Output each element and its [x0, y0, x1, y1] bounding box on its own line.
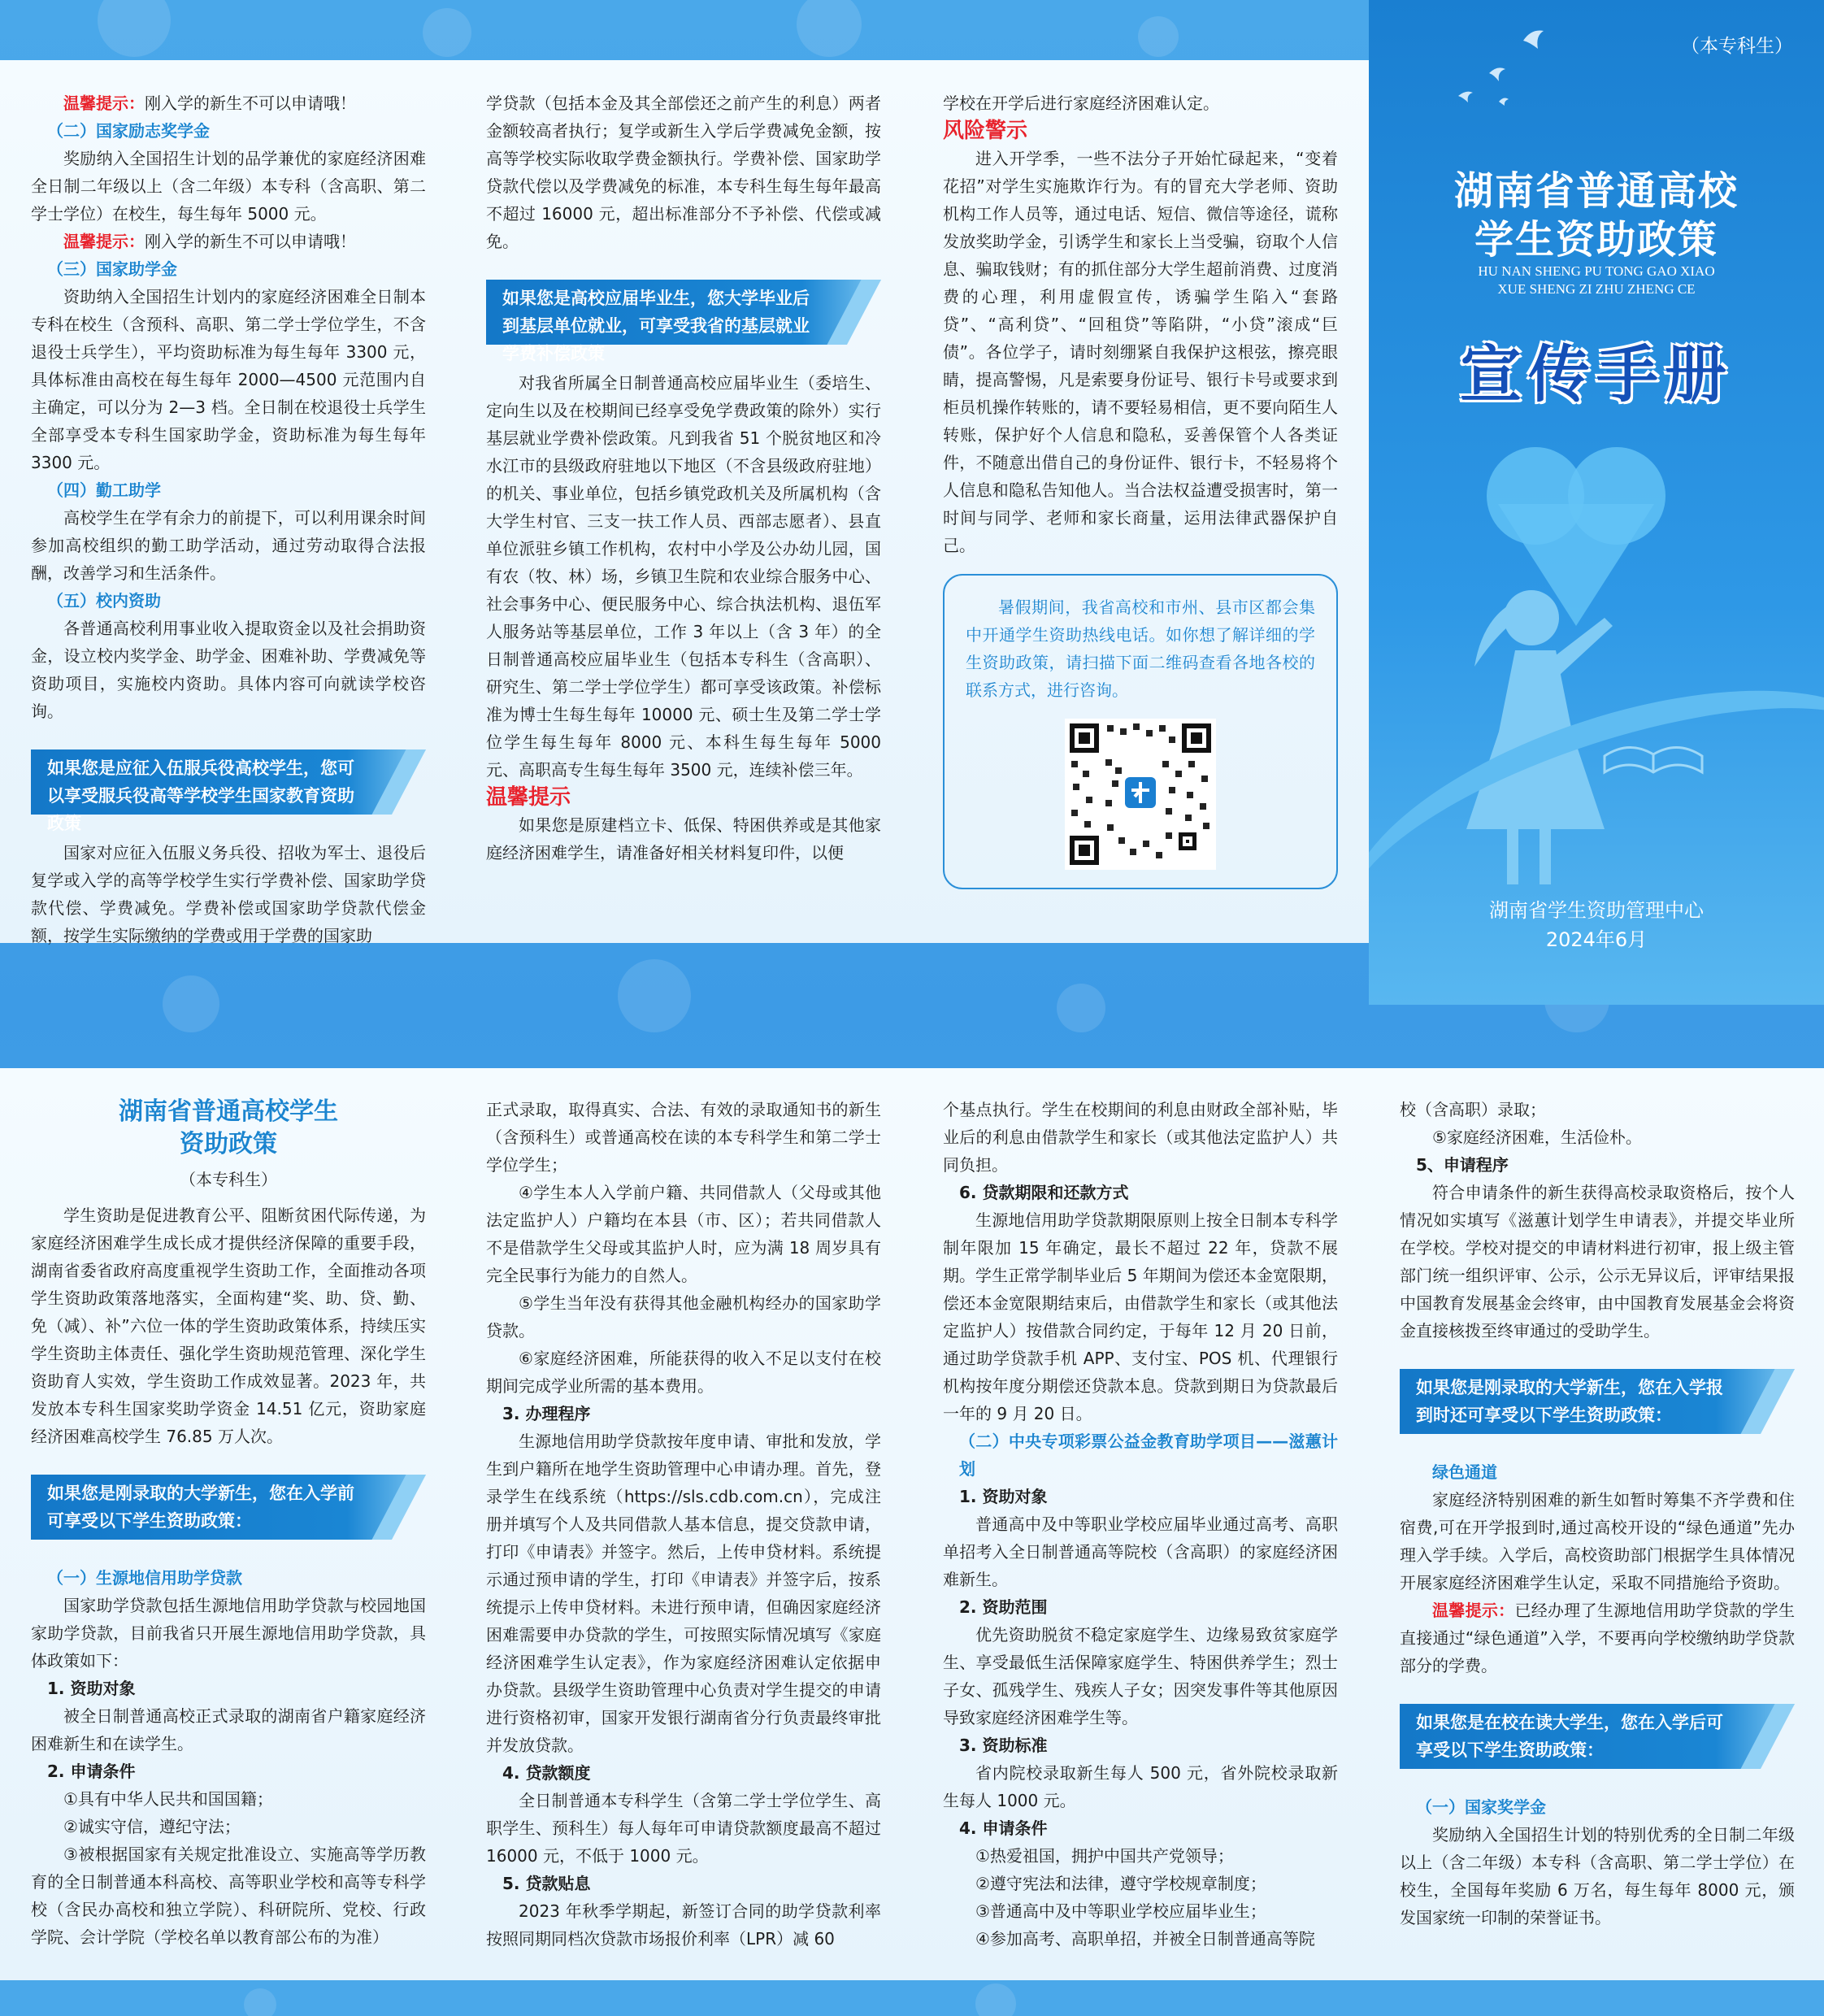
paragraph: 被全日制普通高校正式录取的湖南省户籍家庭经济困难新生和在读学生。 [31, 1706, 426, 1753]
section-heading: （四）勤工助学 [47, 480, 161, 500]
section-heading: （二）中央专项彩票公益金教育助学项目——滋蕙计划 [959, 1432, 1338, 1479]
bottom-column-2 [486, 1096, 881, 1953]
cover-title-line1: 湖南省普通高校 [1453, 168, 1739, 214]
tip-paragraph: 温馨提示：刚入学的新生不可以申请哦！ [63, 232, 356, 251]
paragraph: 全日制普通本专科学生（含第二学士学位学生、高职学生、预科生）每人每年可申请贷款额度最高不超过 16000 元，不低于 1000 元。 [486, 1791, 881, 1866]
section-heading: （五）校内资助 [47, 591, 161, 610]
cover-big-title: 宣传手册 [1460, 338, 1733, 411]
bottom-column-1 [31, 1096, 426, 1951]
bottom-column-4 [1400, 1096, 1795, 1931]
cover-tag: （本专科生） [1681, 36, 1793, 57]
paragraph: 进入开学季，一些不法分子开始忙碌起来，“变着花招”对学生实施欺诈行为。有的冒充大学老师、资助机构工作人员等，通过电话、短信、微信等途径，谎称发放奖助学金，引诱学生和家长上当受骗，窃取个人信息、骗取钱财；有的抓住部分大学生超前消费、过度消费的心理，利用虚假宣传，诱骗学生陷入“套路贷”、“高利贷”、“回租贷”等陷阱，“小贷”滚成“巨债”。各位学子，请时刻绷紧自我保护这根弦，擦亮眼睛，提高警惕，凡是索要身份证号、银行卡号或要求到柜员机操作转账的，请不要轻易相信，更不要向陌生人转账，保护好个人信息和隐私，妥善保管个人各类证件，不随意出借自己的身份证件、银行卡，不轻易将个人信息和隐私告知他人。当合法权益遭受损害时，第一时间与同学、老师和家长商量，运用法律武器保护自己。 [943, 149, 1338, 555]
paragraph: 个基点执行。学生在校期间的利息由财政全部补贴，毕业后的利息由借款学生和家长（或其他法定监护人）共同负担。 [943, 1100, 1338, 1175]
subheading: 2. 资助范围 [959, 1597, 1048, 1617]
top-column-2 [486, 89, 881, 867]
policy-title-line2: 资助政策 [180, 1130, 277, 1158]
tip-paragraph: 温馨提示：已经办理了生源地信用助学贷款的学生直接通过“绿色通道”入学，不要再向学校缴纳助学贷款部分的学费。 [1400, 1601, 1796, 1675]
paragraph: 符合申请条件的新生获得高校录取资格后，按个人情况如实填写《滋蕙计划学生申请表》，并提交毕业所在学校。学校对提交的申请材料进行初审，报上级主管部门统一组织评审、公示，公示无异议后，评审结果报中国教育发展基金会终审，由中国教育发展基金会将资金直接核拨至终审通过的受助学生。 [1400, 1183, 1795, 1340]
top-column-1 [31, 89, 426, 949]
paragraph: 资助纳入全国招生计划内的家庭经济困难全日制本专科在校生（含预科、高职、第二学士学位学生，不含退役士兵学生），平均资助标准为每生每年 3300 元，具体标准由高校在每生每年 2000—4500 元范围内自主确定，可以分为 2—3 档。全日制在校退役士兵学生全部享受本专科生国家助学金，资助标准为每生每年 3300 元。 [31, 287, 426, 472]
banner: 如果您是刚录取的大学新生，您在入学前可享受以下学生资助政策： [31, 1475, 426, 1540]
paragraph: 奖励纳入全国招生计划的特别优秀的全日制二年级以上（含二年级）本专科（含高职、第二学士学位）在校生，全国每年奖励 6 万名，每生每年 8000 元，颁发国家统一印制的荣誉证书。 [1400, 1825, 1795, 1927]
paragraph: 优先资助脱贫不稳定家庭学生、边缘易致贫家庭学生、享受最低生活保障家庭学生、特困供养学生；烈士子女、孤残学生、残疾人子女；因突发事件等其他原因导致家庭经济困难学生等。 [943, 1625, 1338, 1727]
list-item: ⑤家庭经济困难，生活俭朴。 [1432, 1127, 1642, 1147]
policy-title-line1: 湖南省普通高校学生 [119, 1097, 338, 1126]
list-item: ①具有中华人民共和国国籍； [63, 1789, 273, 1809]
hotline-text: 暑假期间，我省高校和市州、县市区都会集中开通学生资助热线电话。如你想了解详细的学生资助政策，请扫描下面二维码查看各地各校的联系方式，进行咨询。 [966, 597, 1315, 700]
banner: 如果您是刚录取的大学新生，您在入学报到时还可享受以下学生资助政策： [1400, 1369, 1795, 1434]
banner: 如果您是应征入伍服兵役高校学生，您可以享受服兵役高等学校学生国家教育资助政策 [31, 749, 426, 815]
paragraph: 各普通高校利用事业收入提取资金以及社会捐助资金，设立校内奖学金、助学金、困难补助、学费减免等资助项目，实施校内资助。具体内容可向就读学校咨询。 [31, 619, 426, 721]
list-item: ③普通高中及中等职业学校应届毕业生； [975, 1901, 1266, 1921]
section-heading: （一）国家奖学金 [1416, 1797, 1546, 1817]
paragraph: 学校在开学后进行家庭经济困难认定。 [943, 93, 1219, 113]
paragraph: 2023 年秋季学期起，新签订合同的助学贷款利率按照同期同档次贷款市场报价利率（LPR）减 60 [486, 1901, 881, 1949]
paragraph: 省内院校录取新生每人 500 元，省外院校录取新生每人 1000 元。 [943, 1763, 1338, 1810]
paragraph: 普通高中及中等职业学校应届毕业通过高考、高职单招考入全日制普通高等院校（含高职）的家庭经济困难新生。 [943, 1514, 1338, 1589]
section-heading: （三）国家助学金 [47, 259, 177, 279]
section-heading: 绿色通道 [1432, 1462, 1497, 1482]
section-heading: （一）生源地信用助学贷款 [47, 1568, 242, 1588]
paragraph: 生源地信用助学贷款按年度申请、审批和发放，学生到户籍所在地学生资助管理中心申请办理。首先，登录学生在线系统（https://sls.cdb.com.cn），完成注册并填写个人及共同借款人基本信息，提交贷款申请，打印《申请表》并签字。然后，上传申贷材料。系统提示通过预申请的学生，打印《申请表》并签字后，按系统提示上传申贷材料。未进行预申请，但确因家庭经济困难需要申办贷款的学生，可按照实际情况填写《家庭经济困难学生认定表》，作为家庭经济困难认定依据申办贷款。县级学生资助管理中心负责对学生提交的申请进行资格初审，国家开发银行湖南省分行负责最终审批并发放贷款。 [486, 1432, 881, 1755]
list-item: ③被根据国家有关规定批准设立、实施高等学历教育的全日制普通本科高校、高等职业学校和高等专科学校（含民办高校和独立学院）、科研院所、党校、行政学院、会计学院（学校名单以教育部公布的为准） [31, 1844, 426, 1947]
tip-paragraph: 温馨提示：刚入学的新生不可以申请哦！ [63, 93, 356, 113]
list-item: ①热爱祖国，拥护中国共产党领导； [975, 1846, 1234, 1866]
subheading: 5、申请程序 [1416, 1155, 1509, 1175]
list-item: ④参加高考、高职单招，并被全日制普通高等院 [975, 1929, 1315, 1949]
paragraph: 家庭经济特别困难的新生如暂时筹集不齐学费和住宿费,可在开学报到时,通过高校开设的“绿色通道”先办理入学手续。入学后，高校资助部门根据学生具体情况开展家庭经济困难学生认定，采取不同措施给予资助。 [1400, 1490, 1795, 1592]
paragraph: 校（含高职）录取； [1400, 1100, 1546, 1119]
paragraph: 生源地信用助学贷款期限原则上按全日制本专科学制年限加 15 年确定，最长不超过 22 年，贷款不展期。学生正常学制毕业后 5 年期间为偿还本金宽限期，偿还本金宽限期结束后，由借款学生和家长（或其他法定监护人）按借款合同约定，于每年 12 月 20 日前，通过助学贷款手机 APP、支付宝、POS 机、代理银行机构按年度分期偿还贷款本息。贷款到期日为贷款最后一年的 9 月 20 日。 [943, 1210, 1338, 1423]
subheading: 5. 贷款贴息 [502, 1874, 591, 1893]
birds-icon [1401, 24, 1564, 138]
paragraph: 如果您是原建档立卡、低保、特困供养或是其他家庭经济困难学生，请准备好相关材料复印件，以便 [486, 815, 881, 862]
paragraph: 奖励纳入全国招生计划的品学兼优的家庭经济困难全日制二年级以上（含二年级）本专科（含高职、第二学士学位）在校生，每生每年 5000 元。 [31, 149, 426, 224]
cover-org: 湖南省学生资助管理中心 [1489, 899, 1704, 922]
bottom-band [0, 1980, 1824, 2016]
warm-tip-title: 温馨提示 [486, 785, 571, 810]
policy-subtitle: （本专科生） [180, 1170, 277, 1189]
bottom-column-3 [943, 1096, 1338, 1953]
cover-pinyin-line1: HU NAN SHENG PU TONG GAO XIAO [1478, 263, 1715, 279]
cover-pinyin-line2: XUE SHENG ZI ZHU ZHENG CE [1497, 281, 1696, 297]
list-item: ②遵守宪法和法律，遵守学校规章制度； [975, 1874, 1266, 1893]
paragraph: 正式录取，取得真实、合法、有效的录取通知书的新生（含预科生）或普通高校在读的本专科学生和第二学士学位学生； [486, 1100, 881, 1175]
subheading: 2. 申请条件 [47, 1762, 136, 1781]
paragraph: 学生资助是促进教育公平、阻断贫困代际传递，为家庭经济困难学生成长成才提供经济保障的重要手段，湖南省委省政府高度重视学生资助工作，全面推动各项学生资助政策落地落实，全面构建“奖、助、贷、勤、免（减）、补”六位一体的学生资助政策体系，持续压实学生资助主体责任、强化学生资助规范管理、深化学生资助育人实效，学生资助工作成效显著。2023 年，共发放本专科生国家奖助学资金 14.51 亿元，资助家庭经济困难高校学生 76.85 万人次。 [31, 1206, 426, 1446]
list-item: ⑤学生当年没有获得其他金融机构经办的国家助学贷款。 [486, 1293, 881, 1340]
paragraph: 对我省所属全日制普通高校应届毕业生（委培生、定向生以及在校期间已经享受免学费政策的除外）实行基层就业学费补偿政策。凡到我省 51 个脱贫地区和冷水江市的县级政府驻地以下地区（不含县级政府驻地）的机关、事业单位，包括乡镇党政机关及所属机构（含大学生村官、三支一扶工作人员、西部志愿者）、县直单位派驻乡镇工作机构，农村中小学及公办幼儿园，国有农（牧、林）场，乡镇卫生院和农业综合服务中心、社会事务中心、便民服务中心、综合执法机构、退伍军人服务站等基层单位，工作 3 年以上（含 3 年）的全日制普通高校应届毕业生（包括本专科生（含高职）、研究生、第二学士学位学生）都可享受该政策。补偿标准为博士生每生每年 10000 元、硕士生及第二学士学位学生每生每年 8000 元、本科生每生每年 5000 元、高职高专生每生每年 3500 元，连续补偿三年。 [486, 373, 881, 780]
cover-title-line2: 学生资助政策 [1474, 217, 1718, 263]
banner: 如果您是在校在读大学生，您在入学后可享受以下学生资助政策： [1400, 1704, 1795, 1769]
paragraph: 高校学生在学有余力的前提下，可以利用课余时间参加高校组织的勤工助学活动，通过劳动取得合法报酬，改善学习和生活条件。 [31, 508, 426, 583]
cover-date: 2024年6月 [1545, 928, 1648, 951]
section-heading: （二）国家励志奖学金 [47, 121, 210, 141]
paragraph: 国家对应征入伍服义务兵役、招收为军士、退役后复学或入学的高等学校学生实行学费补偿、国家助学贷款代偿、学费减免。学费补偿或国家助学贷款代偿金额，按学生实际缴纳的学费或用于学费的国家助 [31, 843, 426, 945]
subheading: 3. 资助标准 [959, 1736, 1048, 1755]
hotline-info-box [943, 574, 1338, 889]
qr-code[interactable] [1065, 719, 1216, 870]
list-item: ⑥家庭经济困难，所能获得的收入不足以支付在校期间完成学业所需的基本费用。 [486, 1349, 881, 1396]
subheading: 4. 贷款额度 [502, 1763, 591, 1783]
subheading: 6. 贷款期限和还款方式 [959, 1183, 1129, 1202]
list-item: ②诚实守信，遵纪守法； [63, 1817, 241, 1836]
risk-warning-title: 风险警示 [943, 119, 1028, 143]
subheading: 3. 办理程序 [502, 1404, 591, 1423]
top-column-3 [943, 89, 1338, 889]
list-item: ④学生本人入学前户籍、共同借款人（父母或其他法定监护人）户籍均在本县（市、区）；若共同借款人不是借款学生父母或其监护人时，应为满 18 周岁具有完全民事行为能力的自然人。 [486, 1183, 881, 1285]
cover-panel [1369, 0, 1824, 1005]
subheading: 1. 资助对象 [47, 1679, 136, 1698]
banner: 如果您是高校应届毕业生，您大学毕业后到基层单位就业，可享受我省的基层就业学费补偿政策 [486, 280, 881, 345]
paragraph: 国家助学贷款包括生源地信用助学贷款与校园地国家助学贷款，目前我省只开展生源地信用助学贷款，具体政策如下： [31, 1596, 426, 1671]
subheading: 4. 申请条件 [959, 1818, 1048, 1838]
paragraph: 学贷款（包括本金及其全部偿还之前产生的利息）两者金额较高者执行；复学或新生入学后学费减免金额，按高等学校实际收取学费金额执行。学费补偿、国家助学贷款代偿以及学费减免的标准，本专科生每生每年最高不超过 16000 元，超出标准部分不予补偿、代偿或减免。 [486, 93, 881, 251]
subheading: 1. 资助对象 [959, 1487, 1048, 1506]
